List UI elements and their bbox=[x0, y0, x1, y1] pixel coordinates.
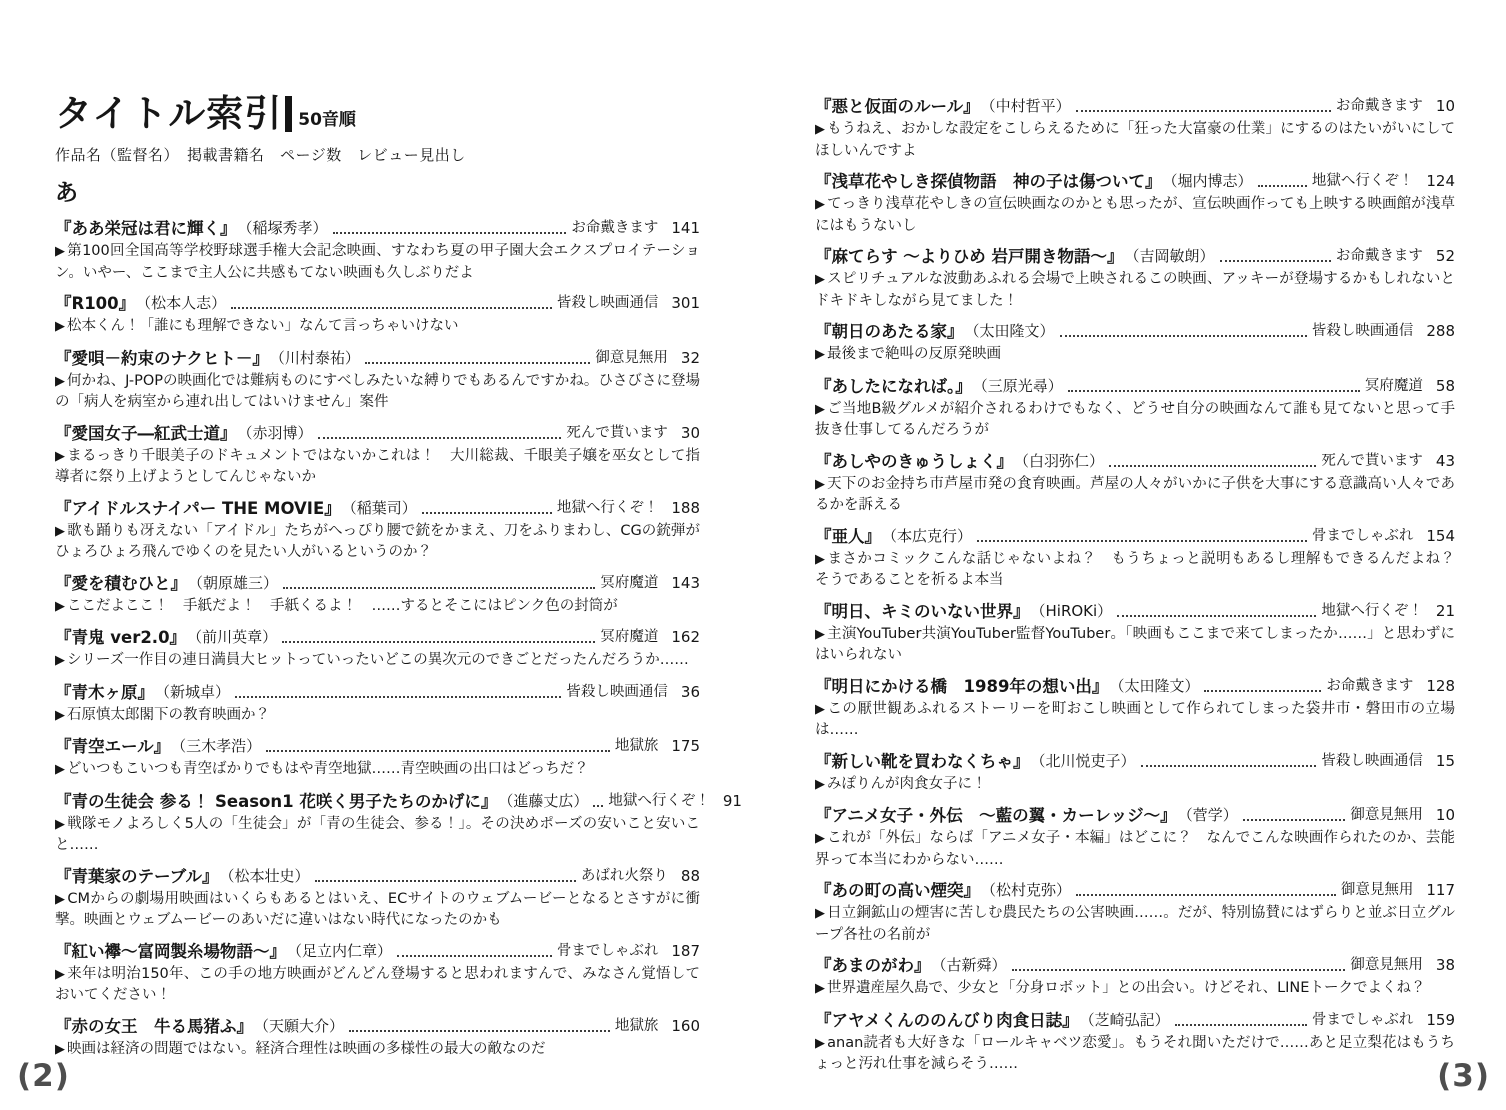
review-marker-icon: ▶ bbox=[55, 244, 66, 259]
title-divider-bar bbox=[285, 96, 292, 132]
review-marker-icon: ▶ bbox=[55, 1041, 65, 1057]
dot-leader bbox=[1068, 390, 1360, 392]
entry-review bbox=[55, 889, 700, 931]
entry-book-name: あばれ火祭り bbox=[580, 867, 668, 884]
entry-review bbox=[55, 705, 700, 727]
entry-book-name: 地獄旅 bbox=[614, 1017, 659, 1034]
entry-book-name: お命戴きます bbox=[1326, 677, 1414, 694]
entry-book-name: 皆殺し映画通信 bbox=[1321, 752, 1423, 769]
entry-page-number: 124 bbox=[1426, 172, 1455, 190]
review-text: スピリチュアルな波動あふれる会場で上映されるこの映画、アッキーが登場するかもしれないとドキドキしながら見てました！ bbox=[815, 271, 1455, 309]
section-heading-a: あ bbox=[55, 180, 78, 206]
entry-title: 『青木ヶ原』 bbox=[55, 682, 154, 702]
review-text: 天下のお金持ち市芦屋市発の食育映画。芦屋の人々がいかに子供を大事にする意識高い人々であるかを訴える bbox=[815, 475, 1456, 513]
order-label: 50音順 bbox=[298, 110, 356, 130]
index-entry bbox=[55, 790, 742, 856]
entry-book-name: 地獄旅 bbox=[614, 738, 659, 754]
entry-book-name: 皆殺し映画通信 bbox=[556, 295, 659, 311]
entry-page-number: 160 bbox=[671, 1016, 700, 1035]
entry-page-number: 128 bbox=[1426, 676, 1455, 695]
page-number-right: (3) bbox=[1437, 1058, 1490, 1094]
entry-head-line bbox=[55, 572, 700, 595]
entry-review bbox=[815, 699, 1455, 741]
dot-leader bbox=[318, 437, 562, 439]
review-text: 主演YouTuber共演YouTuber監督YouTuber。「映画もここまで来てしまったか……」と思わずにはいられない bbox=[815, 625, 1455, 663]
index-entry bbox=[815, 375, 1455, 441]
review-text: まさかコミックこんな話じゃないよね？ もうちょっと説明もあるし理解もできるんだよね？ そうであることを祈るよ本当 bbox=[815, 550, 1470, 588]
entry-title: 『あまのがわ』 bbox=[815, 956, 931, 975]
entry-page-number: 36 bbox=[680, 682, 700, 701]
entry-book-name: お命戴きます bbox=[1335, 248, 1423, 264]
review-text: 何かね、J-POPの映画化では難病ものにすべしみたいな縛りでもあるんですかね。ひさびさに登場の「病人を病室から連れ出してはいけません」案件 bbox=[55, 372, 700, 410]
index-entry bbox=[815, 170, 1455, 236]
entry-page-number: 38 bbox=[1435, 956, 1455, 974]
review-text: 映画は経済の問題ではない。経済合理性は映画の多様性の最大の敵なのだ bbox=[67, 1040, 546, 1057]
index-entry bbox=[815, 245, 1455, 311]
review-text: 最後まで絶叫の反原発映画 bbox=[827, 346, 1001, 362]
entry-director: （松村克弥） bbox=[981, 881, 1072, 899]
index-entry bbox=[55, 422, 700, 488]
review-text: anan読者も大好きな「ロールキャベツ恋愛」。もうそれ聞いただけで……あと足立梨花はもうちょっと汚れ仕事を減らそう…… bbox=[815, 1034, 1456, 1072]
index-entry bbox=[55, 572, 700, 618]
entry-head-line bbox=[815, 95, 1455, 118]
entry-page-number: 91 bbox=[722, 791, 742, 810]
index-entry bbox=[815, 675, 1455, 741]
review-marker-icon: ▶ bbox=[55, 707, 65, 723]
entry-director: （中村哲平） bbox=[980, 97, 1071, 115]
index-entry bbox=[815, 954, 1455, 1000]
entry-director: （HiROKi） bbox=[1030, 601, 1113, 620]
entry-book-name: 死んで貰います bbox=[566, 424, 668, 441]
entry-review bbox=[55, 1039, 700, 1061]
review-marker-icon: ▶ bbox=[55, 448, 66, 464]
entry-title: 『明日、キミのいない世界』 bbox=[815, 601, 1030, 621]
entry-director: （堀内博志） bbox=[1162, 172, 1253, 190]
entry-director: （本広克行） bbox=[882, 526, 973, 545]
entry-director: （白羽弥仁） bbox=[1014, 451, 1105, 470]
entry-page-number: 32 bbox=[680, 348, 700, 367]
review-text: てっきり浅草花やしきの宣伝映画なのかとも思ったが、宣伝映画作っても上映する映画館が浅草にはもうないし bbox=[815, 196, 1456, 234]
entry-page-number: 10 bbox=[1435, 806, 1455, 824]
review-marker-icon: ▶ bbox=[55, 762, 65, 777]
entry-director: （北川悦吏子） bbox=[1030, 751, 1136, 770]
review-marker-icon: ▶ bbox=[55, 653, 65, 668]
entry-review bbox=[55, 371, 700, 413]
entry-head-line bbox=[55, 1015, 700, 1038]
dot-leader bbox=[315, 880, 576, 882]
entry-head-line bbox=[815, 879, 1455, 902]
entry-director: （太田隆文） bbox=[964, 322, 1055, 340]
dot-leader bbox=[593, 805, 603, 807]
entry-title: 『麻てらす ～よりひめ 岩戸開き物語～』 bbox=[815, 247, 1124, 266]
dot-leader bbox=[235, 696, 561, 698]
entry-director: （太田隆文） bbox=[1109, 676, 1200, 695]
dot-leader bbox=[1141, 765, 1317, 767]
entry-review bbox=[55, 650, 700, 672]
entry-director: （朝原雄三） bbox=[188, 573, 279, 592]
entry-title: 『青葉家のテーブル』 bbox=[55, 866, 219, 886]
index-entry bbox=[815, 804, 1455, 870]
entry-title: 『紅い襷～富岡製糸場物語～』 bbox=[55, 941, 286, 961]
review-marker-icon: ▶ bbox=[815, 776, 825, 792]
index-entry bbox=[55, 626, 700, 672]
dot-leader bbox=[1076, 110, 1331, 112]
entry-book-name: お命戴きます bbox=[571, 220, 659, 236]
entry-title: 『愛唄－約束のナクヒト－』 bbox=[55, 348, 269, 368]
dot-leader bbox=[349, 1030, 610, 1032]
entry-head-line bbox=[815, 804, 1455, 827]
right-page bbox=[815, 95, 1470, 1084]
dot-leader bbox=[1175, 1024, 1307, 1026]
dot-leader bbox=[282, 641, 595, 643]
entry-page-number: 175 bbox=[671, 737, 700, 755]
entry-head-line bbox=[55, 217, 700, 240]
entry-list-left bbox=[55, 217, 742, 1060]
index-entry bbox=[815, 95, 1455, 161]
entry-head-line bbox=[815, 450, 1455, 473]
review-marker-icon: ▶ bbox=[815, 981, 825, 996]
review-text: 日立銅鉱山の煙害に苦しむ農民たちの公害映画……。だが、特別協賛にはずらりと並ぶ日立グループ各社の名前が bbox=[815, 905, 1456, 943]
entry-book-name: 骨までしゃぶれ bbox=[556, 942, 659, 959]
entry-title: 『明日にかける橋 1989年の想い出』 bbox=[815, 676, 1109, 696]
entry-title: 『ああ栄冠は君に輝く』 bbox=[55, 219, 237, 238]
entry-list-right bbox=[815, 95, 1470, 1075]
entry-review bbox=[815, 269, 1455, 311]
review-text: みぽりんが肉食女子に！ bbox=[827, 775, 987, 792]
entry-head-line bbox=[55, 940, 700, 963]
entry-book-name: 骨までしゃぶれ bbox=[1311, 527, 1414, 544]
entry-review bbox=[815, 828, 1455, 870]
dot-leader bbox=[365, 362, 591, 364]
review-marker-icon: ▶ bbox=[55, 523, 66, 539]
entry-review bbox=[815, 549, 1470, 591]
index-entry bbox=[815, 320, 1455, 366]
review-text: CMからの劇場用映画はいくらもあるとはいえ、ECサイトのウェブムービーとなるとさすがに衝撃。映画とウェブムービーのあいだに違いはない時代になったのかも bbox=[55, 890, 701, 928]
review-text: これが「外伝」ならば「アニメ女子・本編」はどこに？ なんでこんな映画作られたのか、芸能界って本当にわからない…… bbox=[815, 830, 1455, 868]
entry-head-line bbox=[815, 320, 1455, 343]
entry-director: （古新舜） bbox=[931, 956, 1007, 974]
review-text: まるっきり千眼美子のドキュメントではないかこれは！ 大川総裁、千眼美子嬢を巫女として指導者に祭り上げようとしてんじゃないか bbox=[55, 447, 700, 485]
entry-page-number: 159 bbox=[1426, 1010, 1455, 1029]
index-entry bbox=[815, 600, 1455, 666]
review-text: どいつもこいつも青空ばかりでもはや青空地獄……青空映画の出口はどっちだ？ bbox=[67, 761, 589, 777]
review-marker-icon: ▶ bbox=[815, 906, 826, 921]
entry-review bbox=[55, 814, 700, 856]
entry-page-number: 187 bbox=[671, 941, 700, 960]
review-marker-icon: ▶ bbox=[55, 816, 66, 832]
entry-page-number: 21 bbox=[1435, 601, 1455, 620]
review-marker-icon: ▶ bbox=[815, 122, 826, 137]
entry-director: （松本壮史） bbox=[219, 866, 310, 885]
entry-book-name: 地獄へ行くぞ！ bbox=[1321, 602, 1423, 619]
entry-head-line bbox=[815, 525, 1455, 548]
entry-page-number: 143 bbox=[671, 573, 700, 592]
entry-book-name: 冥府魔道 bbox=[1364, 377, 1423, 394]
review-text: ここだよここ！ 手紙だよ！ 手紙くるよ！ ……するとそこにはピンク色の封筒が bbox=[67, 597, 618, 614]
entry-head-line bbox=[55, 790, 742, 813]
review-marker-icon: ▶ bbox=[55, 891, 66, 907]
entry-review bbox=[815, 474, 1455, 516]
entry-page-number: 301 bbox=[671, 294, 700, 312]
entry-director: （新城卓） bbox=[155, 682, 231, 701]
review-text: シリーズ一作目の連日満員大ヒットっていったいどこの異次元のできごとだったんだろうか…… bbox=[67, 652, 689, 668]
entry-director: （菅学） bbox=[1177, 806, 1238, 824]
review-marker-icon: ▶ bbox=[815, 272, 826, 287]
index-entry bbox=[55, 292, 700, 338]
review-marker-icon: ▶ bbox=[815, 831, 826, 846]
entry-title: 『青空エール』 bbox=[55, 737, 171, 756]
entry-page-number: 43 bbox=[1435, 451, 1455, 470]
review-text: 世界遺産屋久島で、少女と「分身ロボット」との出会い。けどそれ、LINEトークでよくね？ bbox=[827, 980, 1426, 996]
dot-leader bbox=[1117, 615, 1316, 617]
index-entry bbox=[815, 750, 1455, 796]
index-entry bbox=[55, 681, 700, 727]
entry-head-line bbox=[815, 1009, 1455, 1032]
dot-leader bbox=[1204, 690, 1321, 692]
entry-title: 『アイドルスナイパー THE MOVIE』 bbox=[55, 498, 341, 518]
review-marker-icon: ▶ bbox=[55, 319, 65, 334]
entry-page-number: 15 bbox=[1435, 751, 1455, 770]
page-title: タイトル索引 bbox=[55, 92, 283, 135]
entry-title: 『愛国女子―紅武士道』 bbox=[55, 423, 237, 443]
entry-review bbox=[815, 119, 1455, 161]
entry-book-name: 御意見無用 bbox=[595, 349, 668, 366]
entry-page-number: 162 bbox=[671, 628, 700, 646]
entry-title: 『あしたになれば。』 bbox=[815, 376, 972, 396]
entry-review bbox=[815, 903, 1455, 945]
review-text: もうねえ、おかしな設定をこしらえるために「狂った大富豪の仕業」にするのはたいがいにしてほしいんですよ bbox=[815, 121, 1456, 159]
dot-leader bbox=[397, 955, 552, 957]
entry-title: 『あの町の高い煙突』 bbox=[815, 881, 980, 900]
entry-head-line bbox=[815, 675, 1455, 698]
left-page bbox=[55, 92, 742, 1069]
entry-book-name: お命戴きます bbox=[1335, 98, 1423, 114]
entry-book-name: 骨までしゃぶれ bbox=[1311, 1011, 1414, 1028]
index-entry bbox=[815, 525, 1470, 591]
review-marker-icon: ▶ bbox=[55, 373, 66, 389]
entry-page-number: 154 bbox=[1426, 526, 1455, 545]
entry-title: 『朝日のあたる家』 bbox=[815, 322, 964, 341]
review-marker-icon: ▶ bbox=[815, 701, 826, 717]
entry-director: （足立内仁章） bbox=[287, 941, 393, 960]
entry-head-line bbox=[55, 347, 700, 370]
entry-title: 『赤の女王 牛る馬猪ふ』 bbox=[55, 1016, 253, 1036]
review-marker-icon: ▶ bbox=[815, 551, 826, 567]
entry-book-name: 冥府魔道 bbox=[600, 629, 659, 645]
dot-leader bbox=[231, 307, 552, 309]
index-entry bbox=[55, 1015, 700, 1061]
entry-head-line bbox=[55, 626, 700, 649]
entry-title: 『アヤメくんののんびり肉食日誌』 bbox=[815, 1010, 1079, 1030]
dot-leader bbox=[266, 750, 610, 752]
dot-leader bbox=[1012, 969, 1346, 971]
entry-title: 『新しい靴を買わなくちゃ』 bbox=[815, 751, 1030, 771]
entry-director: （稲葉司） bbox=[341, 498, 417, 517]
entry-head-line bbox=[55, 422, 700, 445]
entry-review bbox=[815, 624, 1455, 666]
index-entry bbox=[815, 450, 1455, 516]
entry-page-number: 10 bbox=[1435, 97, 1455, 115]
dot-leader bbox=[1109, 465, 1316, 467]
review-marker-icon: ▶ bbox=[55, 598, 65, 614]
entry-page-number: 288 bbox=[1426, 322, 1455, 340]
review-marker-icon: ▶ bbox=[815, 626, 826, 642]
entry-review bbox=[55, 316, 700, 338]
entry-page-number: 117 bbox=[1426, 881, 1455, 899]
review-marker-icon: ▶ bbox=[815, 401, 826, 417]
index-entry bbox=[815, 1009, 1455, 1075]
dot-leader bbox=[333, 232, 567, 234]
dot-leader bbox=[1258, 185, 1307, 187]
entry-head-line bbox=[55, 735, 700, 758]
entry-title: 『浅草花やしき探偵物語 神の子は傷ついて』 bbox=[815, 172, 1162, 191]
entry-head-line bbox=[815, 170, 1455, 193]
entry-head-line bbox=[815, 245, 1455, 268]
dot-leader bbox=[1076, 894, 1336, 896]
index-entry bbox=[55, 940, 700, 1006]
index-entry bbox=[55, 865, 700, 931]
review-text: 石原慎太郎閣下の教育映画か？ bbox=[67, 706, 270, 723]
index-entry bbox=[55, 735, 700, 781]
review-text: ご当地B級グルメが紹介されるわけでもなく、どうせ自分の映画なんて誰も見てないと思って手抜き仕事してるんだろうが bbox=[815, 400, 1455, 438]
entry-title: 『あしやのきゅうしょく』 bbox=[815, 451, 1013, 471]
dot-leader bbox=[977, 540, 1307, 542]
entry-director: （進藤丈広） bbox=[498, 791, 589, 810]
review-text: この厭世観あふれるストーリーを町おこし映画として作られてしまった袋井市・磐田市の立場は…… bbox=[815, 700, 1455, 738]
dot-leader bbox=[1220, 260, 1331, 262]
entry-review bbox=[55, 521, 700, 563]
entry-book-name: 皆殺し映画通信 bbox=[566, 683, 668, 700]
entry-director: （吉岡敏朗） bbox=[1124, 247, 1215, 265]
dot-leader bbox=[422, 512, 552, 514]
review-marker-icon: ▶ bbox=[815, 476, 826, 492]
entry-page-number: 58 bbox=[1435, 376, 1455, 395]
index-entry bbox=[55, 217, 700, 283]
entry-review bbox=[815, 344, 1455, 366]
dot-leader bbox=[1060, 335, 1307, 337]
entry-review bbox=[815, 774, 1455, 796]
legend-line: 作品名（監督名） 掲載書籍名 ページ数 レビュー見出し bbox=[55, 146, 466, 164]
review-text: 第100回全国高等学校野球選手権大会記念映画、すなわち夏の甲子園大会エクスプロイテーション。いやー、ここまで主人公に共感もてない映画も久しぶりだよ bbox=[55, 243, 701, 281]
review-text: 戦隊モノよろしく5人の「生徒会」が「青の生徒会、参る！」。その決めポーズの安いこと安いこと…… bbox=[55, 815, 701, 853]
entry-page-number: 30 bbox=[680, 423, 700, 442]
entry-director: （稲塚秀孝） bbox=[237, 219, 328, 237]
entry-review bbox=[815, 194, 1455, 236]
entry-review bbox=[815, 978, 1455, 1000]
review-text: 松本くん！「誰にも理解できない」なんて言っちゃいけない bbox=[67, 318, 459, 334]
entry-director: （天願大介） bbox=[254, 1016, 345, 1035]
entry-review bbox=[55, 241, 700, 283]
review-marker-icon: ▶ bbox=[815, 347, 825, 362]
entry-book-name: 御意見無用 bbox=[1350, 807, 1423, 823]
entry-head-line bbox=[815, 954, 1455, 977]
page-number-left: (2) bbox=[17, 1058, 70, 1094]
entry-page-number: 188 bbox=[671, 498, 700, 517]
entry-title: 『青鬼 ver2.0』 bbox=[55, 628, 187, 647]
masthead bbox=[55, 92, 700, 135]
entry-review bbox=[55, 759, 700, 781]
review-text: 来年は明治150年、この手の地方映画がどんどん登場すると思われますんで、みなさん覚悟しておいてください！ bbox=[55, 965, 700, 1003]
dot-leader bbox=[1243, 819, 1346, 821]
entry-director: （川村泰祐） bbox=[269, 348, 360, 367]
entry-title: 『R100』 bbox=[55, 294, 136, 313]
entry-review bbox=[815, 399, 1455, 441]
entry-head-line bbox=[55, 865, 700, 888]
entry-book-name: 死んで貰います bbox=[1321, 452, 1423, 469]
entry-head-line bbox=[815, 600, 1455, 623]
entry-book-name: 皆殺し映画通信 bbox=[1311, 323, 1414, 339]
entry-head-line bbox=[815, 750, 1455, 773]
entry-page-number: 141 bbox=[671, 219, 700, 237]
entry-book-name: 御意見無用 bbox=[1340, 882, 1414, 898]
entry-head-line bbox=[55, 681, 700, 704]
entry-book-name: 地獄へ行くぞ！ bbox=[1311, 173, 1414, 189]
entry-head-line bbox=[55, 497, 700, 520]
entry-book-name: 地獄へ行くぞ！ bbox=[556, 499, 659, 516]
entry-head-line bbox=[55, 292, 700, 315]
entry-director: （三原光尋） bbox=[972, 376, 1063, 395]
entry-review bbox=[815, 1033, 1455, 1075]
entry-head-line bbox=[815, 375, 1455, 398]
index-entry bbox=[55, 347, 700, 413]
entry-director: （三木孝浩） bbox=[171, 737, 262, 755]
entry-review bbox=[55, 596, 700, 618]
review-text: 歌も踊りも冴えない「アイドル」たちがへっぴり腰で銃をかまえ、刀をふりまわし、CGの銃弾がひょろひょろ飛んでゆくのを見たい人がいるというのか？ bbox=[55, 522, 701, 560]
review-marker-icon: ▶ bbox=[815, 197, 826, 212]
entry-page-number: 88 bbox=[680, 866, 700, 885]
index-entry bbox=[815, 879, 1455, 945]
entry-title: 『青の生徒会 参る！ Season1 花咲く男子たちのかげに』 bbox=[55, 791, 498, 811]
review-marker-icon: ▶ bbox=[815, 1035, 826, 1051]
entry-director: （芝崎弘記） bbox=[1079, 1010, 1170, 1029]
entry-book-name: 御意見無用 bbox=[1350, 957, 1423, 973]
entry-title: 『亜人』 bbox=[815, 526, 881, 546]
entry-director: （松本人志） bbox=[136, 294, 227, 312]
entry-title: 『悪と仮面のルール』 bbox=[815, 97, 980, 116]
entry-book-name: 地獄へ行くぞ！ bbox=[608, 792, 710, 809]
entry-book-name: 冥府魔道 bbox=[600, 574, 659, 591]
index-entry bbox=[55, 497, 700, 563]
review-marker-icon: ▶ bbox=[55, 966, 66, 982]
entry-title: 『アニメ女子・外伝 ～藍の翼・カーレッジ～』 bbox=[815, 806, 1177, 825]
entry-director: （赤羽博） bbox=[237, 423, 313, 442]
dot-leader bbox=[283, 587, 595, 589]
entry-review bbox=[55, 964, 700, 1006]
entry-review bbox=[55, 446, 700, 488]
entry-title: 『愛を積むひと』 bbox=[55, 573, 187, 593]
entry-page-number: 52 bbox=[1435, 247, 1455, 265]
entry-director: （前川英章） bbox=[187, 628, 278, 646]
